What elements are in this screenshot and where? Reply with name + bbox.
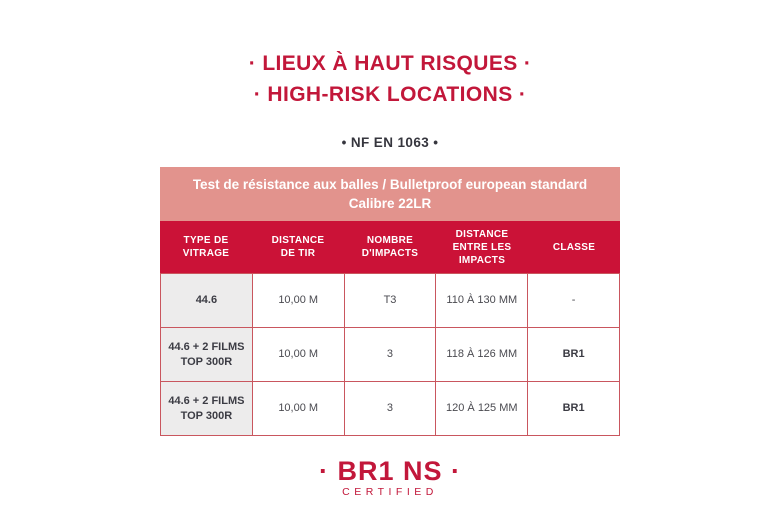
cell-distance: 10,00 M: [252, 274, 344, 328]
cell-distance: 10,00 M: [252, 382, 344, 436]
cell-impacts: 3: [344, 382, 436, 436]
column-header-impacts: NOMBRE D'IMPACTS: [361, 235, 419, 259]
table-row: [161, 328, 620, 382]
table-caption: [160, 167, 620, 221]
cell-type: 44.6: [161, 274, 253, 328]
table-row: [161, 382, 620, 436]
cell-classe: BR1: [528, 328, 620, 382]
certification-class: · BR1 NS ·: [318, 456, 461, 486]
cell-classe: -: [528, 274, 620, 328]
cell-spacing: 118 À 126 MM: [436, 328, 528, 382]
column-header-type: TYPE DE VITRAGE: [182, 235, 230, 259]
table-body: [160, 273, 620, 436]
cell-spacing: 120 À 125 MM: [436, 382, 528, 436]
table-header-row: [160, 221, 620, 273]
table-caption-line2: Calibre 22LR: [348, 196, 432, 211]
certification-block: [0, 457, 780, 498]
column-header-distance: DISTANCE DE TIR: [271, 235, 325, 259]
page-title-fr: · LIEUX À HAUT RISQUES ·: [248, 52, 532, 75]
cell-type: 44.6 + 2 FILMS TOP 300R: [161, 328, 253, 382]
title-block: [0, 0, 780, 110]
table-caption-line1: Test de résistance aux balles / Bulletproof european standard: [192, 177, 588, 192]
certified-label: CERTIFIED: [342, 486, 438, 498]
cell-distance: 10,00 M: [252, 328, 344, 382]
spec-table: [160, 167, 620, 436]
cell-spacing: 110 À 130 MM: [436, 274, 528, 328]
cell-impacts: 3: [344, 328, 436, 382]
standard-reference: • NF EN 1063 •: [341, 135, 439, 150]
cell-impacts: T3: [344, 274, 436, 328]
page-title-en: · HIGH-RISK LOCATIONS ·: [253, 83, 527, 106]
column-header-classe: CLASSE: [552, 241, 596, 253]
cell-classe: BR1: [528, 382, 620, 436]
column-header-spacing: DISTANCE ENTRE LES IMPACTS: [452, 228, 512, 266]
cell-type: 44.6 + 2 FILMS TOP 300R: [161, 382, 253, 436]
table-row: [161, 274, 620, 328]
